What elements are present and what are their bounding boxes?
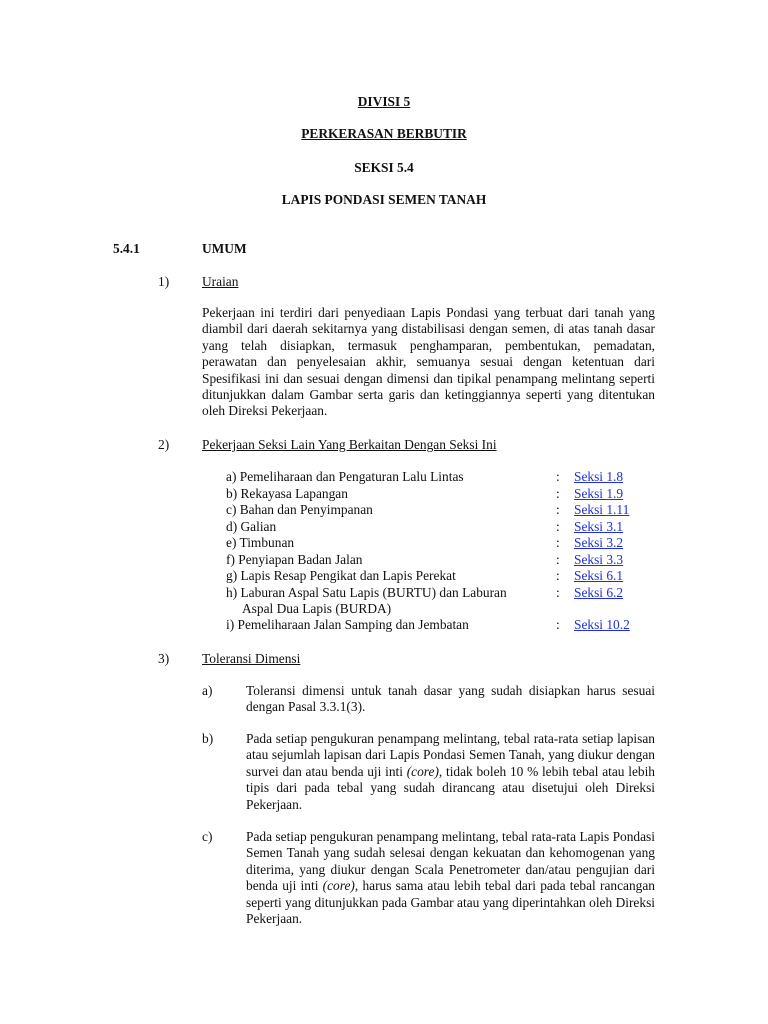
item1-number: 1) <box>158 274 170 289</box>
ref-colon: : <box>556 485 560 501</box>
ref-label: d) Galian <box>226 518 277 534</box>
ref-colon: : <box>556 551 560 567</box>
sub-item-text <box>246 829 655 927</box>
ref-link-seksi-1-11[interactable]: Seksi 1.11 <box>574 502 630 517</box>
sub-item-letter: a) <box>202 683 213 698</box>
ref-label-continuation: Aspal Dua Lapis (BURDA) <box>242 600 392 616</box>
ref-colon: : <box>556 584 560 600</box>
sub-item-text-part: , tidak boleh 10 % lebih tebal atau lebih tipis dari pada tebal yang sudah dirancang atau disetujui oleh Direksi Pekerjaan. <box>246 763 655 812</box>
item2-number: 2) <box>158 437 170 452</box>
section-number: 5.4.1 <box>113 241 140 256</box>
sub-item-letter: b) <box>202 731 214 746</box>
ref-colon: : <box>556 535 560 550</box>
ref-link-seksi-10-2[interactable]: Seksi 10.2 <box>574 617 630 632</box>
ref-link-seksi-6-1[interactable]: Seksi 6.1 <box>574 568 624 583</box>
ref-colon: : <box>556 469 560 484</box>
section-heading: UMUM <box>202 241 247 256</box>
ref-label: e) Timbunan <box>226 535 295 550</box>
ref-label: h) Laburan Aspal Satu Lapis (BURTU) dan Laburan <box>226 584 507 600</box>
ref-colon: : <box>556 502 560 517</box>
ref-link-seksi-3-1[interactable]: Seksi 3.1 <box>574 518 624 534</box>
item3-title: Toleransi Dimensi <box>202 651 301 666</box>
item3-number: 3) <box>158 651 170 666</box>
ref-colon: : <box>556 568 560 583</box>
division-title: PERKERASAN BERBUTIR <box>301 126 467 141</box>
ref-label: f) Penyiapan Badan Jalan <box>226 551 363 567</box>
ref-row <box>226 617 666 633</box>
item1-title: Uraian <box>202 274 239 289</box>
sub-item-text <box>246 683 655 716</box>
ref-colon: : <box>556 617 560 632</box>
ref-link-seksi-1-9[interactable]: Seksi 1.9 <box>574 485 624 501</box>
seksi-heading: SEKSI 5.4 <box>354 160 414 175</box>
ref-row <box>226 568 666 584</box>
ref-label: c) Bahan dan Penyimpanan <box>226 502 373 517</box>
ref-label: a) Pemeliharaan dan Pengaturan Lalu Lintas <box>226 469 464 484</box>
ref-link-seksi-1-8[interactable]: Seksi 1.8 <box>574 469 624 484</box>
ref-label: i) Pemeliharaan Jalan Samping dan Jembatan <box>226 617 469 632</box>
sub-item-text-part: Toleransi dimensi untuk tanah dasar yang sudah disiapkan harus sesuai dengan Pasal 3.3.1(3). <box>246 683 655 715</box>
ref-colon: : <box>556 518 560 534</box>
section-title: LAPIS PONDASI SEMEN TANAH <box>281 192 487 207</box>
ref-link-seksi-3-3[interactable]: Seksi 3.3 <box>574 551 624 567</box>
item2-title: Pekerjaan Seksi Lain Yang Berkaitan Dengan Seksi Ini <box>202 437 497 452</box>
sub-item-text-part: Pada setiap pengukuran penampang melintang, tebal rata-rata Lapis Pondasi Semen Tanah yang sudah selesai dengan kekuatan dan kehomogenan yang diterima, yang diukur dengan Scala Penetrometer dan/atau pengujian dari benda uji inti <box>246 829 655 894</box>
ref-link-seksi-6-2[interactable]: Seksi 6.2 <box>574 584 624 600</box>
sub-item-text-part: , harus sama atau lebih tebal dari pada tebal rancangan seperti yang ditunjukkan pada Gambar atau yang diperintahkan oleh Direksi Pekerjaan. <box>246 878 656 927</box>
ref-row <box>226 584 666 616</box>
ref-row <box>226 552 666 568</box>
ref-label: b) Rekayasa Lapangan <box>226 485 348 501</box>
item1-body: Pekerjaan ini terdiri dari penyediaan Lapis Pondasi yang terbuat dari tanah yang diambil dari daerah sekitarnya yang distabilisasi dengan semen, di atas tanah dasar yang telah disiapkan, termasuk penghamparan, pembentukan, pemadatan, perawatan dan penyelesaian akhir, semuanya sesuai dengan ketentuan dari Spesifikasi ini dan sesuai dengan dimensi dan tipikal penampang melintang seperti ditunjukkan dalam Gambar serta garis dan ketinggiannya seperti yang ditentukan oleh Direksi Pekerjaan. <box>202 305 655 419</box>
ref-link-seksi-3-2[interactable]: Seksi 3.2 <box>574 535 624 550</box>
ref-row <box>226 519 666 535</box>
sub-item-text-part: Pada setiap pengukuran penampang melintang, tebal rata-rata setiap lapisan atau sejumlah lapisan dari Lapis Pondasi Semen Tanah, yang diukur dengan survei dan atau benda uji inti <box>246 731 655 779</box>
sub-item-italic: (core) <box>406 763 439 779</box>
sub-item-italic: (core) <box>322 878 355 894</box>
ref-row <box>226 535 666 551</box>
ref-row <box>226 502 666 518</box>
sub-item-letter: c) <box>202 829 213 844</box>
ref-row <box>226 469 666 485</box>
ref-row <box>226 486 666 502</box>
sub-item-text <box>246 731 655 813</box>
divisi-heading: DIVISI 5 <box>357 94 411 109</box>
ref-label: g) Lapis Resap Pengikat dan Lapis Perekat <box>226 568 456 583</box>
